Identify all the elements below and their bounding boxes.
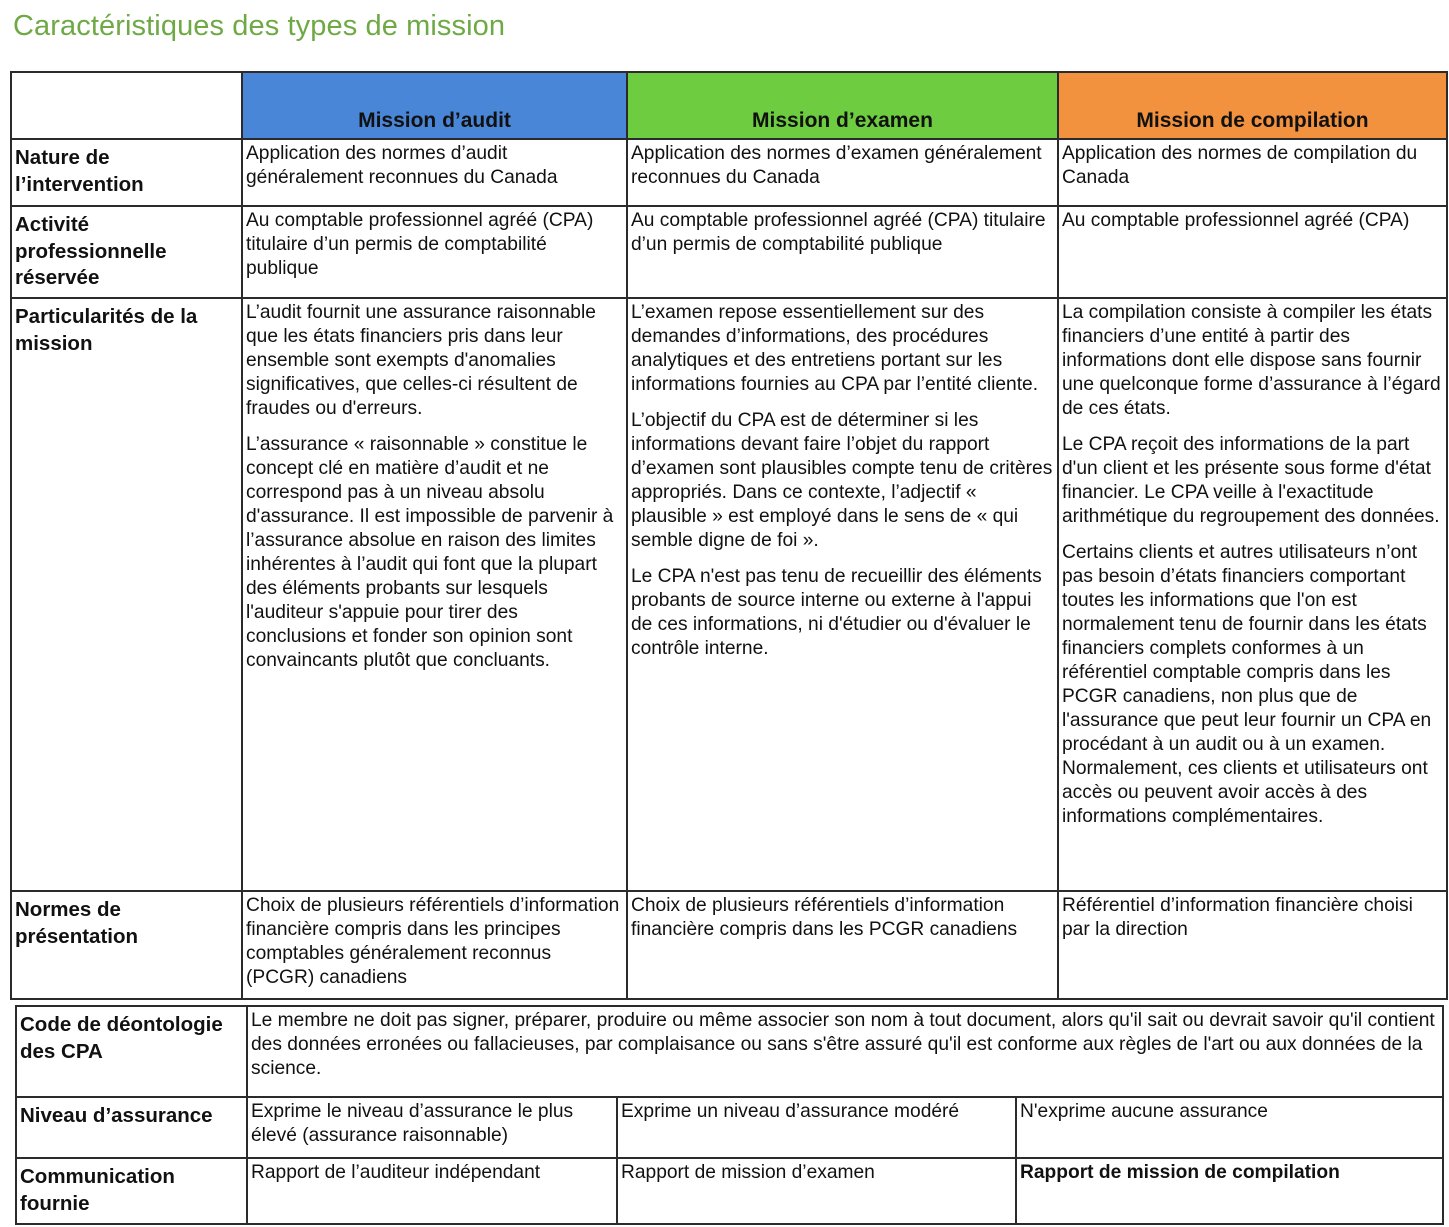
row-label-communication: Communication fournie bbox=[16, 1158, 247, 1224]
cell-code-text: Le membre ne doit pas signer, préparer, produire ou même associer son nom à tout document, alors qu'il sait ou devrait savoir qu'il contient des données erronées ou fallacieuses, par complaisance ou sans s'être assuré qu'il est conforme aux règles de l'art ou aux données de la science. bbox=[247, 1006, 1443, 1097]
cell-communication-audit: Rapport de l’auditeur indépendant bbox=[247, 1158, 617, 1224]
cell-particularites-compilation bbox=[1058, 298, 1447, 891]
row-label-nature: Nature de l’intervention bbox=[11, 139, 242, 206]
paragraph: Le CPA n'est pas tenu de recueillir des éléments probants de source interne ou externe à l'appui de ces informations, ni d'étudier ou d'évaluer le contrôle interne. bbox=[631, 566, 1042, 659]
cell-activite-examen: Au comptable professionnel agréé (CPA) titulaire d’un permis de comptabilité publique bbox=[627, 206, 1058, 298]
paragraph: Certains clients et autres utilisateurs n’ont pas besoin d’états financiers comportant toutes les informations que l'on est normalement tenu de fournir dans les états financiers complets conformes à un référentiel comptable compris dans les PCGR canadiens, non plus que de l'assurance que peut leur fournir un CPA en procédant à un audit ou à un examen. Normalement, ces clients et utilisateurs ont accès ou peuvent avoir accès à des informations complémentaires. bbox=[1062, 542, 1432, 827]
cell-communication-examen: Rapport de mission d’examen bbox=[617, 1158, 1016, 1224]
row-label-normes: Normes de présentation bbox=[11, 891, 242, 999]
cell-particularites-examen bbox=[627, 298, 1058, 891]
row-code bbox=[16, 1006, 1443, 1097]
mission-table-continued bbox=[15, 1005, 1444, 1225]
row-communication bbox=[16, 1158, 1443, 1224]
row-label-niveau: Niveau d’assurance bbox=[16, 1097, 247, 1158]
row-label-activite: Activité professionnelle réservée bbox=[11, 206, 242, 298]
cell-activite-audit: Au comptable professionnel agréé (CPA) titulaire d’un permis de comptabilité publique bbox=[242, 206, 627, 298]
cell-nature-audit: Application des normes d’audit généralement reconnues du Canada bbox=[242, 139, 627, 206]
cell-activite-compilation: Au comptable professionnel agréé (CPA) bbox=[1058, 206, 1447, 298]
cell-nature-compilation: Application des normes de compilation du Canada bbox=[1058, 139, 1447, 206]
paragraph: L’examen repose essentiellement sur des demandes d’informations, des procédures analytiques et des entretiens portant sur les informations fournies au CPA par l’entité cliente. bbox=[631, 302, 1039, 395]
paragraph: Le CPA reçoit des informations de la part d'un client et les présente sous forme d'état financier. Le CPA veille à l'exactitude arithmétique du regroupement des données. bbox=[1062, 434, 1440, 527]
page-title: Caractéristiques des types de mission bbox=[13, 10, 506, 42]
header-examen: Mission d’examen bbox=[627, 72, 1058, 139]
cell-normes-compilation: Référentiel d’information financière choisi par la direction bbox=[1058, 891, 1447, 999]
paragraph: L’objectif du CPA est de déterminer si les informations devant faire l’objet du rapport d’examen sont plausibles compte tenu de critères appropriés. Dans ce contexte, l’adjectif « plausible » est employé dans le sens de « qui semble digne de foi ». bbox=[631, 410, 1053, 551]
cell-niveau-audit: Exprime le niveau d’assurance le plus élevé (assurance raisonnable) bbox=[247, 1097, 617, 1158]
paragraph: La compilation consiste à compiler les états financiers d’une entité à partir des informations dont elle dispose sans fournir une quelconque forme d’assurance à l’égard de ces états. bbox=[1062, 302, 1441, 419]
row-nature bbox=[11, 139, 1447, 206]
header-audit: Mission d’audit bbox=[242, 72, 627, 139]
paragraph: L’assurance « raisonnable » constitue le concept clé en matière d’audit et ne correspond pas à un niveau absolu d'assurance. Il est impossible de parvenir à l’assurance absolue en raison des limites inhérentes à l’audit qui font que la plupart des éléments probants sur lesquels l'auditeur s'appuie pour tirer des conclusions et fonder son opinion sont convaincants plutôt que concluants. bbox=[246, 434, 614, 671]
empty-corner-cell bbox=[11, 72, 242, 139]
cell-communication-compilation: Rapport de mission de compilation bbox=[1016, 1158, 1443, 1224]
paragraph: L’audit fournit une assurance raisonnable que les états financiers pris dans leur ensemble sont exempts d'anomalies significatives, que celles-ci résultent de fraudes ou d'erreurs. bbox=[246, 302, 596, 419]
row-normes bbox=[11, 891, 1447, 999]
cell-niveau-compilation: N'exprime aucune assurance bbox=[1016, 1097, 1443, 1158]
row-niveau bbox=[16, 1097, 1443, 1158]
header-compilation: Mission de compilation bbox=[1058, 72, 1447, 139]
cell-normes-audit: Choix de plusieurs référentiels d’information financière compris dans les principes comptables généralement reconnus (PCGR) canadiens bbox=[242, 891, 627, 999]
row-particularites bbox=[11, 298, 1447, 891]
cell-normes-examen: Choix de plusieurs référentiels d’information financière compris dans les PCGR canadiens bbox=[627, 891, 1058, 999]
cell-niveau-examen: Exprime un niveau d’assurance modéré bbox=[617, 1097, 1016, 1158]
header-row bbox=[11, 72, 1447, 139]
cell-particularites-audit bbox=[242, 298, 627, 891]
mission-table bbox=[10, 71, 1448, 1000]
row-label-particularites: Particularités de la mission bbox=[11, 298, 242, 891]
row-label-code: Code de déontologie des CPA bbox=[16, 1006, 247, 1097]
row-activite bbox=[11, 206, 1447, 298]
cell-nature-examen: Application des normes d’examen généralement reconnues du Canada bbox=[627, 139, 1058, 206]
